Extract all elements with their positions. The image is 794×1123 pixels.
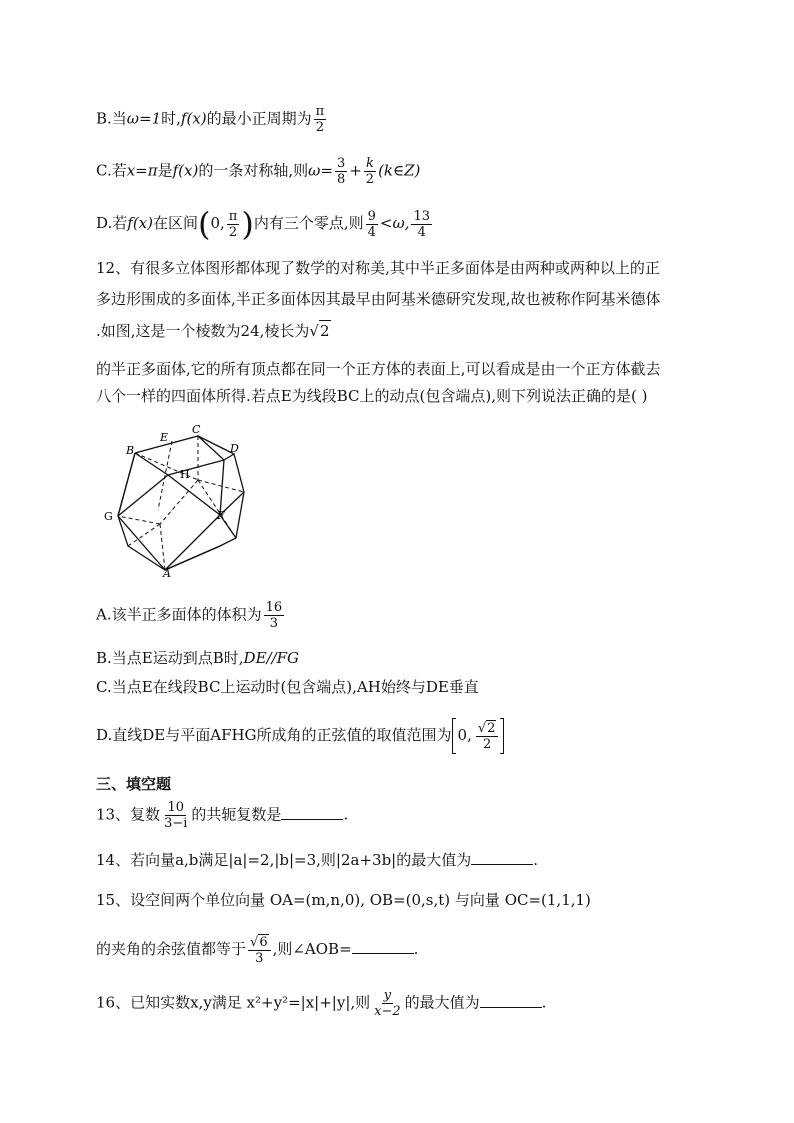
q12-option-a <box>96 600 286 631</box>
section-title: 三、填空题 <box>96 775 172 793</box>
q14-text: 14、若向量a,b满足|a|=2,|b|=3,则|2a+3b|的最大值为 <box>96 851 472 869</box>
q12-option-d-fraction: $\frac{√2}{2}$ <box>476 720 499 752</box>
q12-option-d-text: D.直线DE与平面AFHG所成角的正弦值的取值范围为 <box>96 726 452 744</box>
q11-option-b <box>96 104 328 135</box>
q14-end: . <box>533 851 539 869</box>
q11-option-c <box>96 156 420 187</box>
q16 <box>96 988 546 1019</box>
option-c-fraction-1: $\frac{3}{8}$ <box>336 156 346 187</box>
option-d-prefix: D.若 <box>96 214 128 232</box>
left-bracket <box>452 718 456 754</box>
q13-text: 的共轭复数是 <box>191 805 282 824</box>
q12-line-1: 12、有很多立体图形都体现了数学的对称美,其中半正多面体是由两种或两种以上的正 <box>96 259 660 277</box>
q16-end: . <box>541 993 547 1012</box>
option-c-mid: 是 <box>157 161 173 180</box>
option-b-condition: ω=1 <box>126 109 162 128</box>
q15-fraction: $\frac{√6}{3}$ <box>248 934 271 966</box>
label-c: C <box>192 423 201 436</box>
q12-line-3-text: .如图,这是一个棱数为24,棱长为 <box>96 322 310 340</box>
q14-answer-blank[interactable] <box>471 850 533 865</box>
q11-option-d <box>96 205 434 243</box>
q12-option-d <box>96 718 504 754</box>
option-d-mid: 在区间 <box>152 214 198 232</box>
q12-option-b-math: DE//FG <box>243 649 300 667</box>
q12-option-b-text: B.当点E运动到点B时, <box>96 649 244 667</box>
right-paren: ) <box>241 205 254 243</box>
q12-option-a-text: A.该半正多面体的体积为 <box>96 605 262 624</box>
label-g: G <box>104 510 113 523</box>
q15-line-1: 15、设空间两个单位向量 OA=(m,n,0), OB=(0,s,t) 与向量 OC=(1,1,1) <box>96 891 591 909</box>
option-d-lt: <ω, <box>379 214 410 232</box>
option-c-condition: x=π <box>126 161 158 180</box>
q12-line-3: .如图,这是一个棱数为24,棱长为√2 <box>96 322 330 340</box>
option-d-fraction-1: $\frac{9}{4}$ <box>367 208 376 240</box>
q12-option-d-int-start: 0, <box>457 726 472 744</box>
q15-end: . <box>413 940 419 958</box>
q13 <box>96 800 348 831</box>
label-h: H <box>180 468 190 481</box>
option-d-int-start: 0, <box>210 214 225 232</box>
q12-line-2: 多边形围成的多面体,半正多面体因其最早由阿基米德研究发现,故也被称作阿基米德体 <box>96 290 661 308</box>
option-c-eq: ω= <box>308 161 333 180</box>
q16-answer-blank[interactable] <box>480 993 542 1008</box>
option-c-prefix: C.若 <box>96 161 127 180</box>
q15-answer-blank[interactable] <box>352 939 414 954</box>
option-d-function: f(x) <box>127 214 153 232</box>
label-f: F <box>217 509 225 522</box>
q12-line-4: 的半正多面体,它的所有顶点都在同一个正方体的表面上,可以看成是由一个正方体截去 <box>96 360 661 378</box>
option-c-function: f(x) <box>172 161 199 180</box>
option-b-function: f(x) <box>180 109 207 128</box>
q12-option-c: C.当点E在线段BC上运动时(包含端点),AH始终与DE垂直 <box>96 678 479 696</box>
q12-root: 2 <box>319 322 330 340</box>
polyhedron-figure <box>100 420 250 580</box>
option-b-text: 的最小正周期为 <box>206 109 312 128</box>
q15-line-2-text: ,则∠AOB= <box>272 940 352 958</box>
option-c-text: 的一条对称轴,则 <box>198 161 309 180</box>
q15-line-2-prefix: 的夹角的余弦值都等于 <box>96 940 247 958</box>
label-a: A <box>163 567 171 580</box>
option-b-fraction: $\frac{\pi}{2}$ <box>315 104 325 135</box>
right-bracket <box>500 718 504 754</box>
label-e: E <box>160 431 169 444</box>
q12-option-b <box>96 648 299 668</box>
option-b-prefix: B.当 <box>96 109 127 128</box>
option-c-tail: (k∈Z) <box>378 161 421 180</box>
q16-prefix: 16、已知实数x,y满足 x²+y²=|x|+|y|,则 <box>96 993 371 1012</box>
option-d-int-fraction: $\frac{\pi}{2}$ <box>228 208 238 240</box>
option-b-mid: 时, <box>161 109 181 128</box>
q13-prefix: 13、复数 <box>96 805 161 824</box>
left-paren: ( <box>198 205 211 243</box>
q16-text: 的最大值为 <box>404 993 480 1012</box>
option-d-fraction-2: $\frac{13}{4}$ <box>413 208 431 240</box>
q13-end: . <box>343 805 349 824</box>
q15-line-2 <box>96 934 418 966</box>
q16-fraction: $\frac{y}{x-2}$ <box>374 988 401 1019</box>
q13-answer-blank[interactable] <box>281 805 343 820</box>
label-d: D <box>230 442 239 455</box>
label-b: B <box>126 444 135 457</box>
q13-fraction: $\frac{10}{3-i}$ <box>164 800 188 831</box>
q14 <box>96 850 538 870</box>
option-c-plus: + <box>349 161 362 180</box>
option-c-fraction-2: $\frac{k}{2}$ <box>365 156 375 187</box>
q12-option-a-fraction: $\frac{16}{3}$ <box>265 600 283 631</box>
option-d-text: 内有三个零点,则 <box>253 214 364 232</box>
q12-line-5: 八个一样的四面体所得.若点E为线段BC上的动点(包含端点),则下列说法正确的是( ) <box>96 387 648 405</box>
